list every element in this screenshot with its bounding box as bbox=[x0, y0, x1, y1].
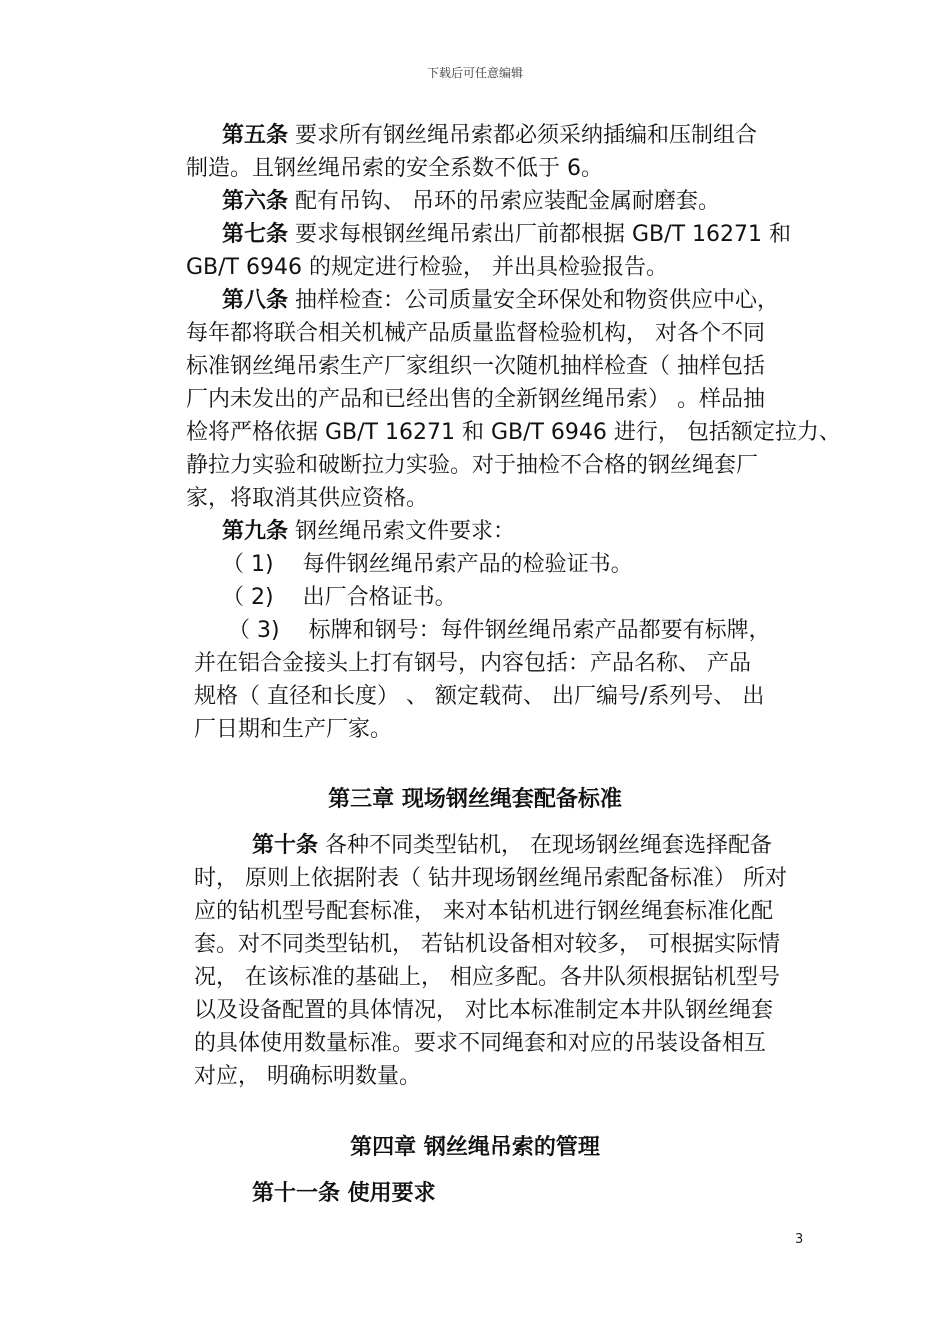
article-10-line-1 bbox=[252, 830, 772, 862]
article-9-label: 第九条 bbox=[222, 519, 289, 544]
page-header: 下载后可任意编辑 bbox=[426, 66, 523, 80]
article-5-text: 要求所有钢丝绳吊索都必须采纳插编和压制组合 bbox=[295, 123, 758, 148]
article-6-label: 第六条 bbox=[222, 189, 289, 214]
article-6-text: 配有吊钩、 吊环的吊索应装配金属耐磨套。 bbox=[295, 189, 721, 214]
article-9-text: 钢丝绳吊索文件要求： bbox=[295, 519, 516, 544]
article-8-line-5: 检将严格依据 GB/T 16271 和 GB/T 6946 进行， 包括额定拉力、 bbox=[186, 420, 841, 445]
article-6-line bbox=[222, 186, 720, 218]
article-9-item-1: （ 1) 每件钢丝绳吊索产品的检验证书。 bbox=[222, 552, 633, 577]
article-10-text: 各种不同类型钻机， 在现场钢丝绳套选择配备 bbox=[325, 833, 773, 858]
article-7-label: 第七条 bbox=[222, 222, 289, 247]
article-10-line-2: 时， 原则上依据附表（ 钻井现场钢丝绳吊索配备标准） 所对 bbox=[194, 866, 787, 891]
article-7-line-1 bbox=[222, 219, 791, 251]
article-8-line-4: 厂内未发出的产品和已经出售的全新钢丝绳吊索） 。样品抽 bbox=[186, 387, 765, 412]
article-8-line-1 bbox=[222, 285, 779, 317]
article-5-label: 第五条 bbox=[222, 123, 289, 148]
article-10-line-3: 应的钻机型号配套标准， 来对本钻机进行钢丝绳套标准化配 bbox=[194, 899, 773, 924]
article-8-line-7: 家，将取消其供应资格。 bbox=[186, 486, 429, 511]
article-10-line-5: 况， 在该标准的基础上， 相应多配。各井队须根据钻机型号 bbox=[194, 965, 780, 990]
article-8-line-6: 静拉力实验和破断拉力实验。对于抽检不合格的钢丝绳套厂 bbox=[186, 453, 759, 478]
article-5-line-1 bbox=[222, 120, 757, 152]
article-10-line-8: 对应， 明确标明数量。 bbox=[194, 1064, 421, 1089]
article-9-item-3-line-4: 厂日期和生产厂家。 bbox=[194, 717, 393, 742]
article-9-item-3-line-3: 规格（ 直径和长度） 、 额定载荷、 出厂编号/系列号、 出 bbox=[194, 684, 765, 709]
article-9-item-3-line-1: （ 3) 标牌和钢号：每件钢丝绳吊索产品都要有标牌， bbox=[228, 618, 771, 643]
article-10-line-4: 套。对不同类型钻机， 若钻机设备相对较多， 可根据实际情 bbox=[194, 932, 780, 957]
chapter-4-heading: 第四章 钢丝绳吊索的管理 bbox=[350, 1135, 600, 1160]
article-8-label: 第八条 bbox=[222, 288, 289, 313]
article-9-item-2: （ 2) 出厂合格证书。 bbox=[222, 585, 457, 610]
chapter-3-heading: 第三章 现场钢丝绳套配备标准 bbox=[328, 787, 622, 812]
article-8-text: 抽样检查：公司质量安全环保处和物资供应中心， bbox=[295, 288, 780, 313]
article-7-line-2: GB/T 6946 的规定进行检验， 并出具检验报告。 bbox=[186, 255, 668, 280]
article-11-heading: 第十一条 使用要求 bbox=[252, 1181, 436, 1206]
article-10-line-6: 以及设备配置的具体情况， 对比本标准制定本井队钢丝绳套 bbox=[194, 998, 773, 1023]
article-8-line-2: 每年都将联合相关机械产品质量监督检验机构， 对各个不同 bbox=[186, 321, 765, 346]
article-7-text: 要求每根钢丝绳吊索出厂前都根据 GB/T 16271 和 bbox=[295, 222, 791, 247]
article-9-line bbox=[222, 516, 515, 548]
page-number: 3 bbox=[795, 1232, 804, 1247]
article-10-label: 第十条 bbox=[252, 833, 319, 858]
article-8-line-3: 标准钢丝绳吊索生产厂家组织一次随机抽样检查（ 抽样包括 bbox=[186, 354, 765, 379]
article-10-line-7: 的具体使用数量标准。要求不同绳套和对应的吊装设备相互 bbox=[194, 1031, 767, 1056]
article-9-item-3-line-2: 并在铝合金接头上打有钢号，内容包括：产品名称、 产品 bbox=[194, 651, 751, 676]
article-5-line-2: 制造。且钢丝绳吊索的安全系数不低于 6。 bbox=[186, 156, 603, 181]
